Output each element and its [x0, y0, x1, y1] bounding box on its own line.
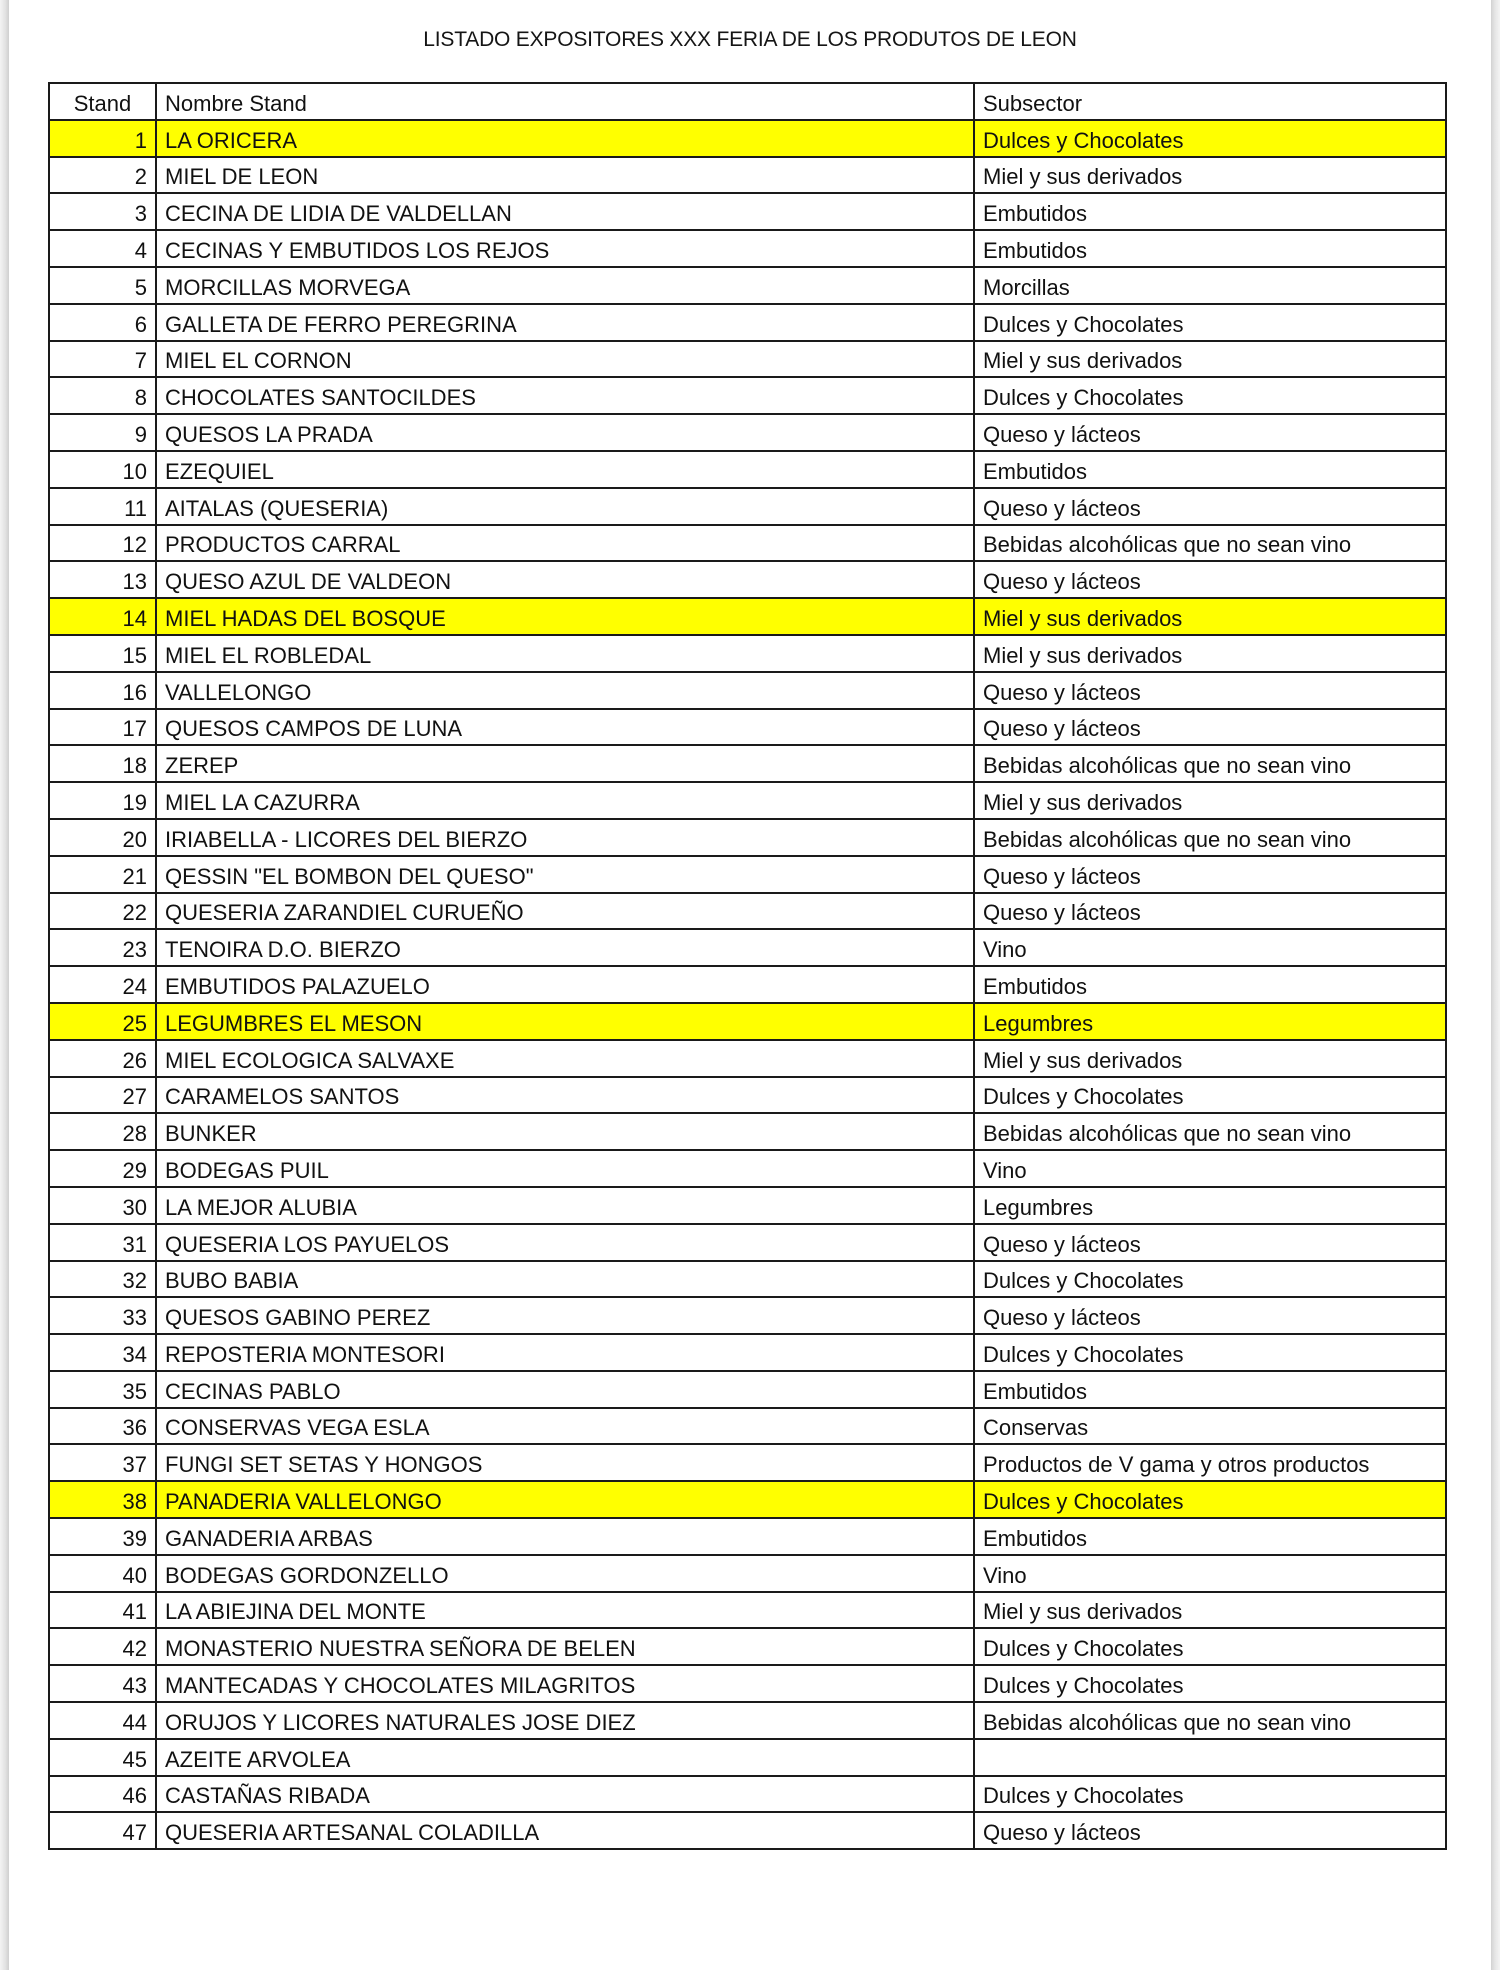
cell-subsector: Embutidos: [974, 230, 1446, 267]
cell-subsector: Dulces y Chocolates: [974, 1776, 1446, 1813]
cell-stand-number: 23: [49, 929, 156, 966]
cell-stand-number: 16: [49, 672, 156, 709]
cell-stand-number: 6: [49, 304, 156, 341]
cell-stand-name: FUNGI SET SETAS Y HONGOS: [156, 1444, 974, 1481]
table-row: [49, 1371, 1446, 1408]
cell-stand-name: MANTECADAS Y CHOCOLATES MILAGRITOS: [156, 1665, 974, 1702]
cell-stand-number: 47: [49, 1812, 156, 1849]
table-row: [49, 1113, 1446, 1150]
cell-stand-name: LA ABIEJINA DEL MONTE: [156, 1592, 974, 1629]
cell-stand-number: 33: [49, 1297, 156, 1334]
cell-subsector: Queso y lácteos: [974, 1224, 1446, 1261]
cell-stand-number: 42: [49, 1628, 156, 1665]
cell-subsector: Dulces y Chocolates: [974, 1481, 1446, 1518]
cell-stand-number: 4: [49, 230, 156, 267]
cell-subsector: Queso y lácteos: [974, 893, 1446, 930]
cell-stand-name: MIEL EL ROBLEDAL: [156, 635, 974, 672]
cell-stand-name: MIEL DE LEON: [156, 157, 974, 194]
table-row: [49, 1297, 1446, 1334]
table-row: [49, 451, 1446, 488]
cell-stand-number: 34: [49, 1334, 156, 1371]
cell-subsector: Morcillas: [974, 267, 1446, 304]
cell-stand-name: LA MEJOR ALUBIA: [156, 1187, 974, 1224]
cell-stand-number: 15: [49, 635, 156, 672]
cell-subsector: Miel y sus derivados: [974, 598, 1446, 635]
cell-subsector: Dulces y Chocolates: [974, 1665, 1446, 1702]
cell-stand-number: 19: [49, 782, 156, 819]
table-row: [49, 1077, 1446, 1114]
cell-stand-name: CHOCOLATES SANTOCILDES: [156, 377, 974, 414]
cell-stand-name: QUESOS LA PRADA: [156, 414, 974, 451]
cell-stand-name: QUESOS CAMPOS DE LUNA: [156, 709, 974, 746]
cell-stand-name: EZEQUIEL: [156, 451, 974, 488]
cell-stand-name: ORUJOS Y LICORES NATURALES JOSE DIEZ: [156, 1702, 974, 1739]
cell-subsector: Productos de V gama y otros productos: [974, 1444, 1446, 1481]
table-row: [49, 414, 1446, 451]
cell-stand-name: GANADERIA ARBAS: [156, 1518, 974, 1555]
cell-subsector: Bebidas alcohólicas que no sean vino: [974, 1702, 1446, 1739]
cell-stand-name: IRIABELLA - LICORES DEL BIERZO: [156, 819, 974, 856]
cell-stand-number: 31: [49, 1224, 156, 1261]
header-stand: Stand: [49, 83, 156, 120]
cell-stand-name: CARAMELOS SANTOS: [156, 1077, 974, 1114]
cell-stand-number: 40: [49, 1555, 156, 1592]
cell-stand-name: QESSIN "EL BOMBON DEL QUESO": [156, 856, 974, 893]
cell-stand-number: 14: [49, 598, 156, 635]
header-subsector: Subsector: [974, 83, 1446, 120]
table-row: [49, 341, 1446, 378]
cell-stand-number: 18: [49, 745, 156, 782]
table-row: [49, 1224, 1446, 1261]
cell-stand-name: CECINA DE LIDIA DE VALDELLAN: [156, 193, 974, 230]
cell-stand-name: QUESERIA LOS PAYUELOS: [156, 1224, 974, 1261]
cell-stand-name: EMBUTIDOS PALAZUELO: [156, 966, 974, 1003]
table-body: [49, 120, 1446, 1849]
cell-stand-name: QUESERIA ARTESANAL COLADILLA: [156, 1812, 974, 1849]
cell-stand-number: 9: [49, 414, 156, 451]
cell-subsector: Miel y sus derivados: [974, 341, 1446, 378]
cell-stand-name: GALLETA DE FERRO PEREGRINA: [156, 304, 974, 341]
table-row: [49, 672, 1446, 709]
cell-stand-name: BODEGAS GORDONZELLO: [156, 1555, 974, 1592]
cell-stand-number: 3: [49, 193, 156, 230]
table-row: [49, 1040, 1446, 1077]
table-row: [49, 1518, 1446, 1555]
cell-subsector: Legumbres: [974, 1187, 1446, 1224]
document-title: LISTADO EXPOSITORES XXX FERIA DE LOS PRODUTOS DE LEON: [423, 28, 1077, 51]
cell-subsector: Conservas: [974, 1408, 1446, 1445]
cell-stand-number: 8: [49, 377, 156, 414]
cell-stand-name: PANADERIA VALLELONGO: [156, 1481, 974, 1518]
table-row: [49, 1481, 1446, 1518]
table-row: [49, 709, 1446, 746]
table-row: [49, 745, 1446, 782]
table-row: [49, 1003, 1446, 1040]
cell-stand-name: ZEREP: [156, 745, 974, 782]
cell-stand-number: 30: [49, 1187, 156, 1224]
table-row: [49, 561, 1446, 598]
cell-subsector: Dulces y Chocolates: [974, 304, 1446, 341]
cell-subsector: Embutidos: [974, 966, 1446, 1003]
table-row: [49, 1739, 1446, 1776]
cell-stand-number: 20: [49, 819, 156, 856]
table-row: [49, 1592, 1446, 1629]
cell-stand-name: BUBO BABIA: [156, 1261, 974, 1298]
cell-stand-number: 38: [49, 1481, 156, 1518]
cell-stand-number: 5: [49, 267, 156, 304]
cell-subsector: Bebidas alcohólicas que no sean vino: [974, 525, 1446, 562]
cell-stand-name: QUESERIA ZARANDIEL CURUEÑO: [156, 893, 974, 930]
cell-stand-name: CONSERVAS VEGA ESLA: [156, 1408, 974, 1445]
cell-stand-name: MIEL HADAS DEL BOSQUE: [156, 598, 974, 635]
cell-subsector: Miel y sus derivados: [974, 782, 1446, 819]
cell-subsector: Queso y lácteos: [974, 561, 1446, 598]
cell-subsector: Vino: [974, 929, 1446, 966]
cell-subsector: Dulces y Chocolates: [974, 1628, 1446, 1665]
cell-stand-number: 45: [49, 1739, 156, 1776]
cell-stand-name: LA ORICERA: [156, 120, 974, 157]
cell-subsector: Embutidos: [974, 1518, 1446, 1555]
table-row: [49, 1187, 1446, 1224]
cell-stand-number: 25: [49, 1003, 156, 1040]
cell-subsector: Queso y lácteos: [974, 709, 1446, 746]
table-row: [49, 230, 1446, 267]
table-row: [49, 1334, 1446, 1371]
cell-stand-number: 43: [49, 1665, 156, 1702]
cell-stand-number: 41: [49, 1592, 156, 1629]
cell-stand-number: 44: [49, 1702, 156, 1739]
table-row: [49, 1628, 1446, 1665]
cell-subsector: Vino: [974, 1555, 1446, 1592]
cell-stand-number: 1: [49, 120, 156, 157]
cell-subsector: Miel y sus derivados: [974, 1040, 1446, 1077]
cell-subsector: Dulces y Chocolates: [974, 1334, 1446, 1371]
cell-stand-number: 11: [49, 488, 156, 525]
cell-subsector: Dulces y Chocolates: [974, 1261, 1446, 1298]
cell-subsector: Queso y lácteos: [974, 488, 1446, 525]
table-row: [49, 1444, 1446, 1481]
cell-subsector: Embutidos: [974, 1371, 1446, 1408]
cell-stand-number: 29: [49, 1150, 156, 1187]
cell-subsector: Embutidos: [974, 451, 1446, 488]
cell-subsector: Dulces y Chocolates: [974, 377, 1446, 414]
cell-stand-number: 35: [49, 1371, 156, 1408]
table-row: [49, 193, 1446, 230]
cell-stand-name: CECINAS PABLO: [156, 1371, 974, 1408]
cell-subsector: Queso y lácteos: [974, 856, 1446, 893]
cell-stand-number: 24: [49, 966, 156, 1003]
cell-stand-name: MIEL EL CORNON: [156, 341, 974, 378]
cell-stand-name: PRODUCTOS CARRAL: [156, 525, 974, 562]
cell-stand-number: 36: [49, 1408, 156, 1445]
cell-stand-number: 22: [49, 893, 156, 930]
table-row: [49, 782, 1446, 819]
cell-subsector: Bebidas alcohólicas que no sean vino: [974, 745, 1446, 782]
exhibitors-table: [48, 82, 1447, 1850]
page-edge-left: [0, 0, 9, 1970]
table-row: [49, 488, 1446, 525]
cell-stand-name: TENOIRA D.O. BIERZO: [156, 929, 974, 966]
table-row: [49, 966, 1446, 1003]
header-name: Nombre Stand: [156, 83, 974, 120]
cell-stand-number: 32: [49, 1261, 156, 1298]
cell-stand-name: LEGUMBRES EL MESON: [156, 1003, 974, 1040]
table-row: [49, 1261, 1446, 1298]
table-row: [49, 893, 1446, 930]
cell-stand-number: 46: [49, 1776, 156, 1813]
cell-stand-number: 12: [49, 525, 156, 562]
cell-stand-number: 28: [49, 1113, 156, 1150]
cell-subsector: Dulces y Chocolates: [974, 1077, 1446, 1114]
table-row: [49, 1408, 1446, 1445]
cell-stand-name: MIEL LA CAZURRA: [156, 782, 974, 819]
cell-stand-number: 10: [49, 451, 156, 488]
cell-subsector: Dulces y Chocolates: [974, 120, 1446, 157]
cell-subsector: Legumbres: [974, 1003, 1446, 1040]
cell-subsector: Miel y sus derivados: [974, 1592, 1446, 1629]
cell-subsector: Bebidas alcohólicas que no sean vino: [974, 819, 1446, 856]
table-row: [49, 598, 1446, 635]
table-row: [49, 120, 1446, 157]
cell-stand-number: 26: [49, 1040, 156, 1077]
cell-subsector: Miel y sus derivados: [974, 157, 1446, 194]
table-row: [49, 819, 1446, 856]
cell-subsector: Queso y lácteos: [974, 1812, 1446, 1849]
table-row: [49, 1702, 1446, 1739]
table-row: [49, 1776, 1446, 1813]
table-row: [49, 1150, 1446, 1187]
cell-stand-name: VALLELONGO: [156, 672, 974, 709]
table-row: [49, 377, 1446, 414]
cell-subsector: Queso y lácteos: [974, 672, 1446, 709]
table-row: [49, 304, 1446, 341]
cell-stand-name: BODEGAS PUIL: [156, 1150, 974, 1187]
cell-stand-name: QUESO AZUL DE VALDEON: [156, 561, 974, 598]
cell-stand-name: CASTAÑAS RIBADA: [156, 1776, 974, 1813]
cell-stand-number: 17: [49, 709, 156, 746]
cell-stand-number: 37: [49, 1444, 156, 1481]
cell-stand-number: 2: [49, 157, 156, 194]
table-row: [49, 157, 1446, 194]
cell-stand-number: 13: [49, 561, 156, 598]
cell-subsector: Queso y lácteos: [974, 1297, 1446, 1334]
table-row: [49, 525, 1446, 562]
cell-stand-number: 21: [49, 856, 156, 893]
cell-subsector: Bebidas alcohólicas que no sean vino: [974, 1113, 1446, 1150]
cell-stand-name: MONASTERIO NUESTRA SEÑORA DE BELEN: [156, 1628, 974, 1665]
table-row: [49, 1665, 1446, 1702]
table-row: [49, 856, 1446, 893]
table-row: [49, 1555, 1446, 1592]
cell-subsector: Miel y sus derivados: [974, 635, 1446, 672]
cell-stand-name: CECINAS Y EMBUTIDOS LOS REJOS: [156, 230, 974, 267]
cell-stand-name: MIEL ECOLOGICA SALVAXE: [156, 1040, 974, 1077]
cell-stand-name: AZEITE ARVOLEA: [156, 1739, 974, 1776]
page-edge-right: [1491, 0, 1500, 1970]
cell-stand-number: 27: [49, 1077, 156, 1114]
cell-subsector: Embutidos: [974, 193, 1446, 230]
cell-subsector: [974, 1739, 1446, 1776]
table-row: [49, 1812, 1446, 1849]
table-header-row: [49, 83, 1446, 120]
cell-stand-number: 7: [49, 341, 156, 378]
cell-subsector: Vino: [974, 1150, 1446, 1187]
cell-stand-name: QUESOS GABINO PEREZ: [156, 1297, 974, 1334]
cell-subsector: Queso y lácteos: [974, 414, 1446, 451]
cell-stand-name: REPOSTERIA MONTESORI: [156, 1334, 974, 1371]
table-row: [49, 929, 1446, 966]
cell-stand-number: 39: [49, 1518, 156, 1555]
cell-stand-name: BUNKER: [156, 1113, 974, 1150]
cell-stand-name: AITALAS (QUESERIA): [156, 488, 974, 525]
table-row: [49, 635, 1446, 672]
cell-stand-name: MORCILLAS MORVEGA: [156, 267, 974, 304]
table-row: [49, 267, 1446, 304]
